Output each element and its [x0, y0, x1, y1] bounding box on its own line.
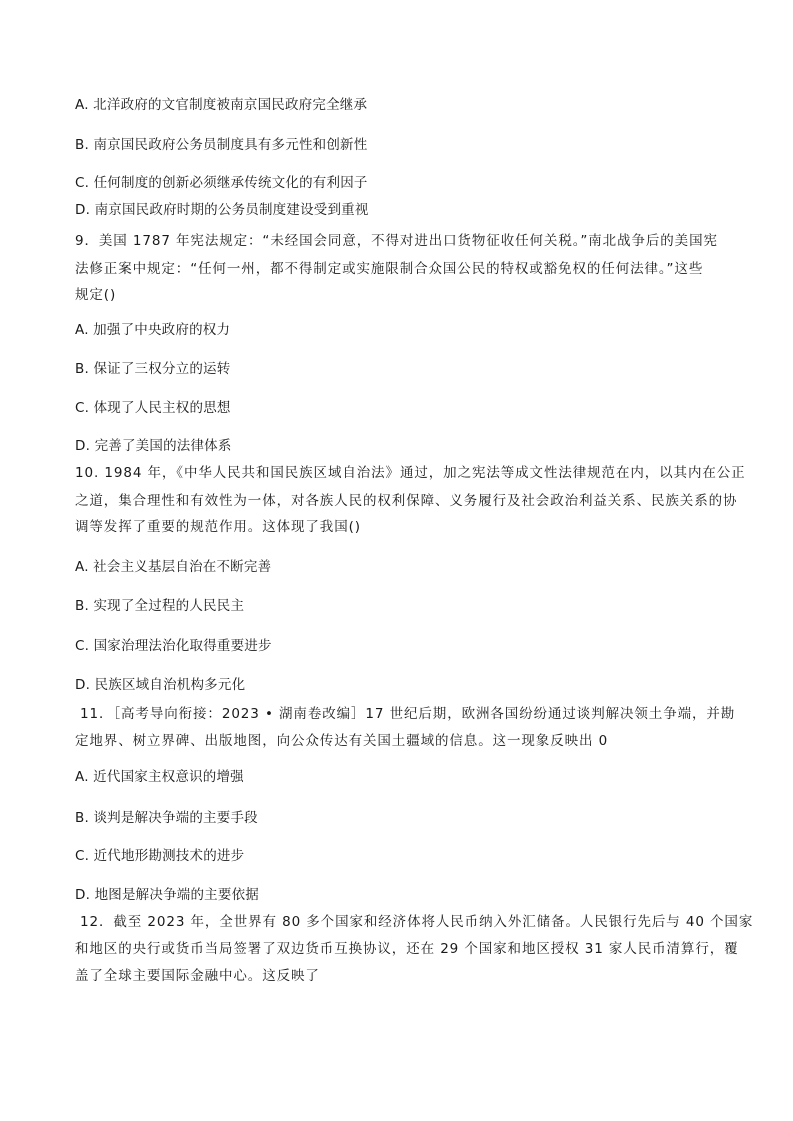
q8-option-d: D. 南京国民政府时期的公务员制度建设受到重视	[75, 202, 369, 218]
q10-option-a: A. 社会主义基层自治在不断完善	[75, 559, 272, 575]
q11-option-b: B. 谈判是解决争端的主要手段	[75, 810, 258, 826]
q8-option-a: A. 北洋政府的文官制度被南京国民政府完全继承	[75, 97, 368, 113]
q8-option-c: C. 任何制度的创新必须继承传统文化的有利因子	[75, 175, 368, 191]
q11-stem-line-1: 11．［高考导向衔接：2023 • 湖南卷改编］17 世纪后期，欧洲各国纷纷通过谈判解决领土争端，并勘	[80, 706, 736, 722]
q9-stem-line-1: 9．美国 1787 年宪法规定：“未经国会同意，不得对进出口货物征收任何关税。”南北战争后的美国宪	[75, 233, 718, 249]
q12-stem-line-1: 12．截至 2023 年，全世界有 80 多个国家和经济体将人民币纳入外汇储备。人民银行先后与 40 个国家	[80, 914, 754, 930]
q12-stem-line-2: 和地区的央行或货币当局签署了双边货币互换协议，还在 29 个国家和地区授权 31 家人民币清算行，覆	[75, 941, 739, 957]
q9-stem-line-2: 法修正案中规定：“任何一州，都不得制定或实施限制合众国公民的特权或豁免权的任何法律。”这些	[75, 261, 704, 277]
q9-option-b: B. 保证了三权分立的运转	[75, 361, 231, 377]
q9-option-a: A. 加强了中央政府的权力	[75, 322, 231, 338]
q10-stem-line-2: 之道，集合理性和有效性为一体，对各族人民的权利保障、义务履行及社会政治利益关系、民族关系的协	[75, 493, 738, 509]
q11-option-d: D. 地图是解决争端的主要依据	[75, 887, 259, 903]
q10-stem-line-1: 10. 1984 年，《中华人民共和国民族区域自治法》通过，加之宪法等成文性法律规范在内，以其内在公正	[75, 465, 746, 481]
q9-option-c: C. 体现了人民主权的思想	[75, 400, 231, 416]
q9-stem-line-3: 规定()	[75, 287, 117, 303]
q10-option-c: C. 国家治理法治化取得重要进步	[75, 638, 272, 654]
q10-stem-line-3: 调等发挥了重要的规范作用。这体现了我国()	[75, 519, 361, 535]
q11-stem-line-2: 定地界、树立界碑、出版地图，向公众传达有关国土疆域的信息。这一现象反映出 0	[75, 733, 609, 749]
q12-stem-line-3: 盖了全球主要国际金融中心。这反映了	[75, 968, 320, 984]
q10-option-b: B. 实现了全过程的人民民主	[75, 598, 245, 614]
q11-option-a: A. 近代国家主权意识的增强	[75, 769, 244, 785]
q9-option-d: D. 完善了美国的法律体系	[75, 438, 232, 454]
q11-option-c: C. 近代地形勘测技术的进步	[75, 848, 245, 864]
q10-option-d: D. 民族区域自治机构多元化	[75, 677, 246, 693]
q8-option-b: B. 南京国民政府公务员制度具有多元性和创新性	[75, 137, 368, 153]
